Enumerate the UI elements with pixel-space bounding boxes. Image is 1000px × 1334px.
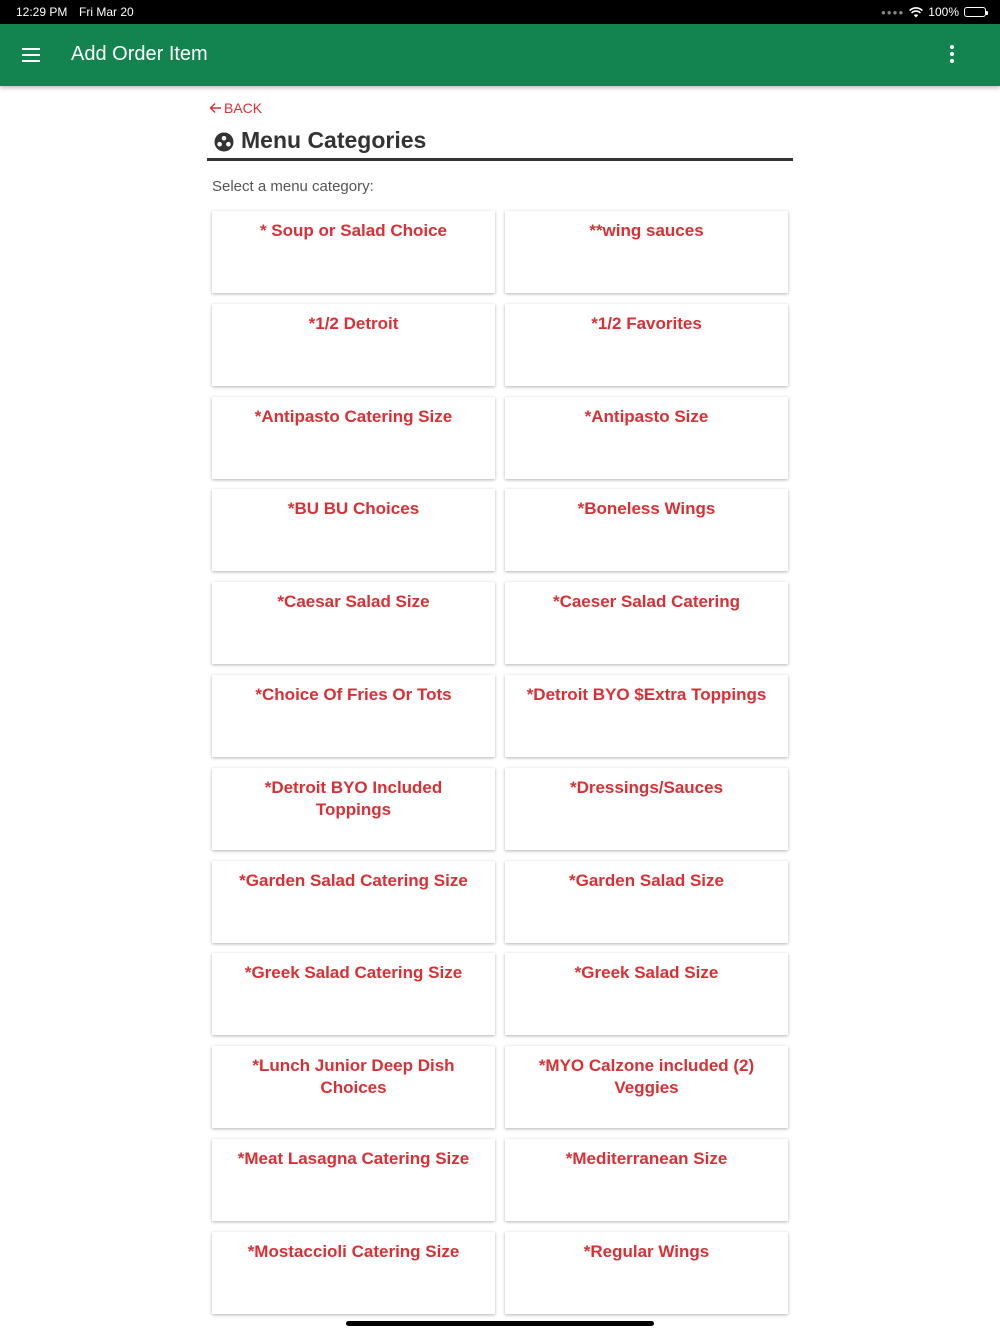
category-card[interactable]: *BU BU Choices bbox=[212, 489, 495, 571]
category-card[interactable]: *Greek Salad Size bbox=[505, 953, 788, 1035]
back-label: BACK bbox=[224, 100, 263, 116]
instruction-text: Select a menu category: bbox=[212, 178, 374, 195]
category-card[interactable]: *Antipasto Size bbox=[505, 397, 788, 479]
app-bar-title: Add Order Item bbox=[71, 43, 208, 65]
category-card[interactable]: *Antipasto Catering Size bbox=[212, 397, 495, 479]
category-card[interactable]: *MYO Calzone included (2) Veggies bbox=[505, 1046, 788, 1128]
battery-percent: 100% bbox=[928, 5, 959, 19]
category-card[interactable]: *Detroit BYO Included Toppings bbox=[212, 768, 495, 850]
hamburger-icon[interactable] bbox=[22, 48, 40, 62]
category-card[interactable]: *Choice Of Fries Or Tots bbox=[212, 675, 495, 757]
category-card[interactable]: *Mostaccioli Catering Size bbox=[212, 1232, 495, 1314]
status-bar bbox=[0, 0, 1000, 24]
category-card[interactable]: *1/2 Favorites bbox=[505, 304, 788, 386]
category-card[interactable]: *Meat Lasagna Catering Size bbox=[212, 1139, 495, 1221]
page-title: Menu Categories bbox=[241, 127, 427, 153]
back-button[interactable] bbox=[209, 100, 262, 116]
more-vert-icon[interactable] bbox=[948, 45, 956, 65]
status-indicators bbox=[881, 5, 986, 19]
section-header bbox=[207, 126, 793, 161]
battery-icon bbox=[964, 7, 986, 17]
category-card[interactable]: *Detroit BYO $Extra Toppings bbox=[505, 675, 788, 757]
category-card[interactable]: *Caeser Salad Catering bbox=[505, 582, 788, 664]
category-card[interactable]: *Garden Salad Size bbox=[505, 861, 788, 943]
status-time: 12:29 PM bbox=[16, 5, 68, 19]
soccer-ball-icon bbox=[214, 132, 234, 152]
category-card[interactable]: *Regular Wings bbox=[505, 1232, 788, 1314]
category-card[interactable]: *Lunch Junior Deep Dish Choices bbox=[212, 1046, 495, 1128]
category-card[interactable]: *Dressings/Sauces bbox=[505, 768, 788, 850]
home-indicator bbox=[346, 1321, 654, 1326]
category-card[interactable]: *Mediterranean Size bbox=[505, 1139, 788, 1221]
arrow-left-icon bbox=[209, 102, 222, 114]
category-card[interactable]: *Boneless Wings bbox=[505, 489, 788, 571]
category-card[interactable]: **wing sauces bbox=[505, 211, 788, 293]
status-date: Fri Mar 20 bbox=[79, 5, 134, 19]
category-card[interactable]: * Soup or Salad Choice bbox=[212, 211, 495, 293]
category-card[interactable]: *Garden Salad Catering Size bbox=[212, 861, 495, 943]
app-bar bbox=[0, 24, 1000, 86]
signal-icon: ●●●● bbox=[880, 7, 905, 17]
wifi-icon bbox=[909, 7, 923, 18]
category-card[interactable]: *1/2 Detroit bbox=[212, 304, 495, 386]
category-card[interactable]: *Greek Salad Catering Size bbox=[212, 953, 495, 1035]
category-card[interactable]: *Caesar Salad Size bbox=[212, 582, 495, 664]
